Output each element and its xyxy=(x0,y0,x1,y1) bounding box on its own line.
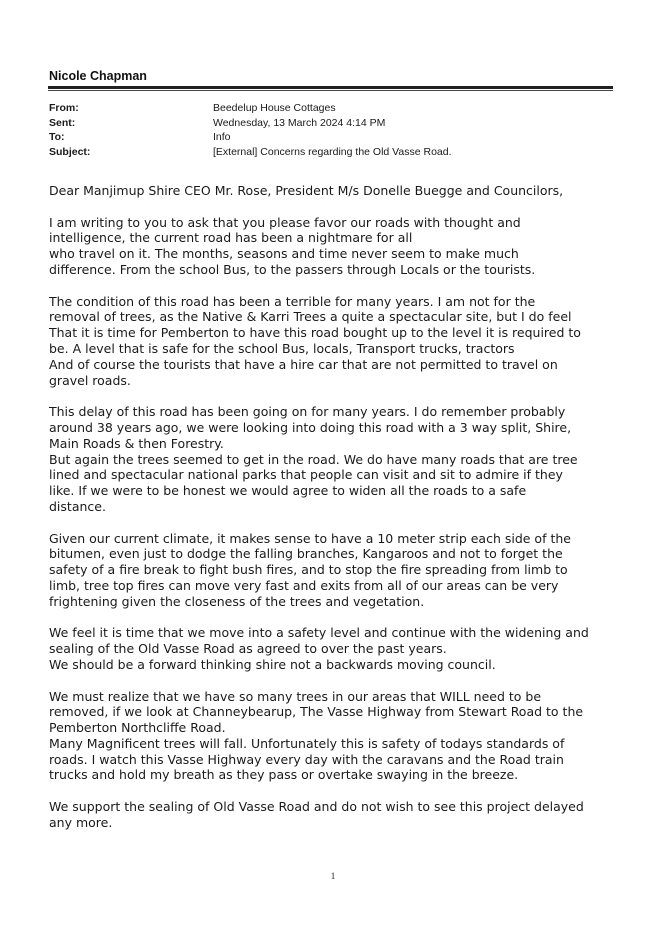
paragraph-4: Given our current climate, it makes sense to have a 10 meter strip each side of the bitumen, even just to dodge the falling branches, Kangaroos and not to forget the safety of a fire break to fight bush fires, and to stop the fire spreading from limb to limb, tree top fires can move very fast and exits from all of our areas can be very frightening given the closeness of the trees and vegetation. xyxy=(49,530,571,609)
from-label: From: xyxy=(49,102,79,114)
subject-value: [External] Concerns regarding the Old Vasse Road. xyxy=(213,145,452,158)
paragraph-5: We feel it is time that we move into a safety level and continue with the widening and sealing of the Old Vasse Road as agreed to over the past years. We should be a forward thinking shire not a backwards moving council. xyxy=(49,625,589,672)
subject-row xyxy=(49,145,609,160)
header-rule xyxy=(48,86,613,89)
salutation: Dear Manjimup Shire CEO Mr. Rose, President M/s Donelle Buegge and Councilors, xyxy=(49,183,564,198)
sent-label: Sent: xyxy=(49,116,76,129)
from-value: Beedelup House Cottages xyxy=(213,102,336,114)
to-row xyxy=(49,130,609,145)
page-number: 1 xyxy=(330,871,336,881)
letter-body xyxy=(49,183,619,846)
to-value: Info xyxy=(213,131,231,143)
sent-row xyxy=(49,116,609,131)
paragraph-2: The condition of this road has been a terrible for many years. I am not for the removal of trees, as the Native & Karri Trees a quite a spectacular site, but I do feel That it is time for Pemberton to have this road bought up to the level it is required to be. A level that is safe for the school Bus, locals, Transport trucks, tractors And of course the tourists that have a hire car that are not permitted to travel on gravel roads. xyxy=(49,293,581,388)
paragraph-6: We must realize that we have so many trees in our areas that WILL need to be removed, if we look at Channeybearup, The Vasse Highway from Stewart Road to the Pemberton Northcliffe Road. Many Magnificent trees will fall. Unfortunately this is safety of todays standards of roads. I watch this Vasse Highway every day with the caravans and the Road train trucks and hold my breath as they pass or overtake swaying in the breeze. xyxy=(49,688,584,783)
subject-label: Subject: xyxy=(49,145,91,158)
email-header xyxy=(49,101,609,159)
sender-name: Nicole Chapman xyxy=(49,69,147,83)
paragraph-3: This delay of this road has been going on for many years. I do remember probably around 38 years ago, we were looking into doing this road with a 3 way split, Shire, Main Roads & then Forestry. But again the trees seemed to get in the road. We do have many roads that are tree lined and spectacular national parks that people can visit and sit to admire if they like. If we were to be honest we would agree to widen all the roads to a safe distance. xyxy=(49,404,578,514)
paragraph-7: We support the sealing of Old Vasse Road and do not wish to see this project delayed any more. xyxy=(49,799,584,830)
sent-value: Wednesday, 13 March 2024 4:14 PM xyxy=(213,116,386,129)
to-label: To: xyxy=(49,131,65,143)
header-rule-thin xyxy=(48,90,613,91)
from-row xyxy=(49,101,609,116)
paragraph-1: I am writing to you to ask that you please favor our roads with thought and intelligence, the current road has been a nightmare for all who travel on it. The months, seasons and time never seem to make much difference. From the school Bus, to the passers through Locals or the tourists. xyxy=(49,214,536,277)
